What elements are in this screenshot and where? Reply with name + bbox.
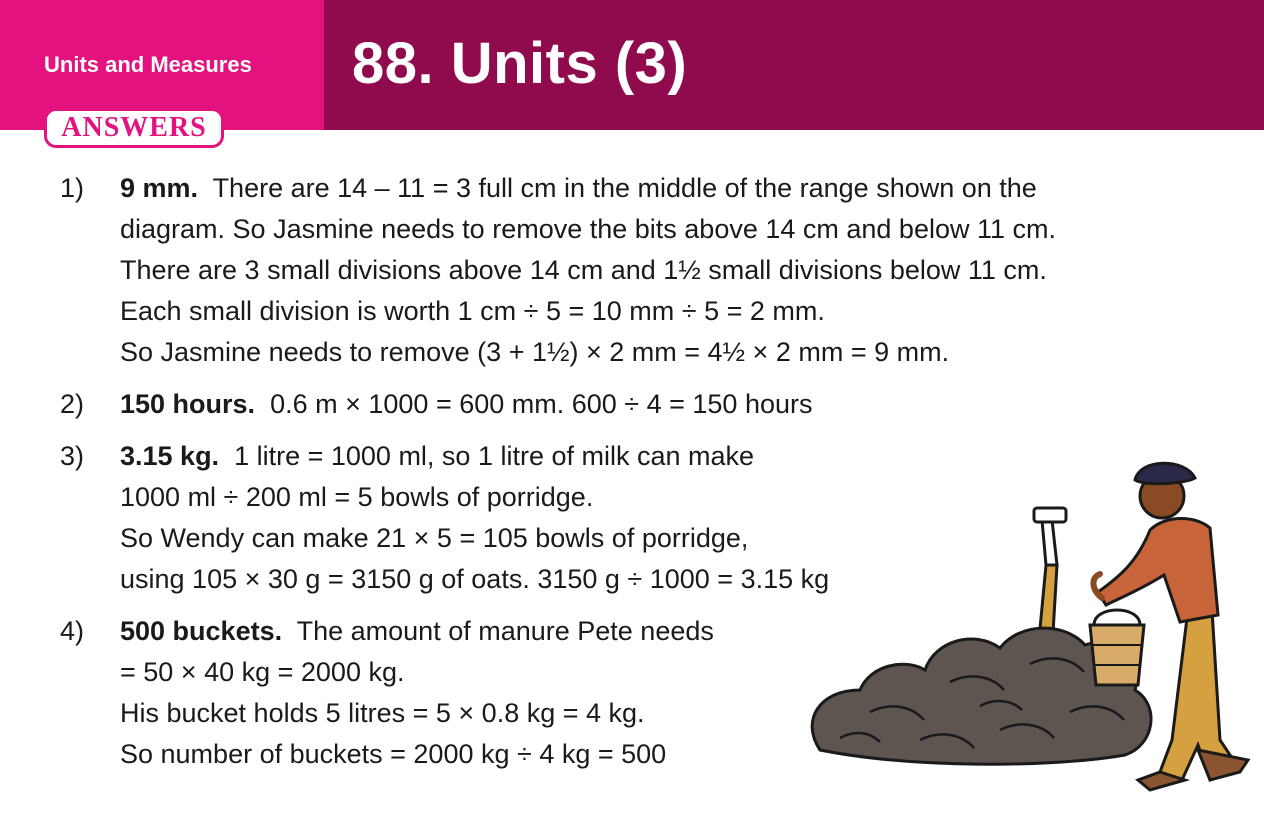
page-title: 88. Units (3): [352, 31, 688, 96]
answer-line: [120, 384, 1220, 425]
section-label: Units and Measures: [44, 52, 252, 77]
explanation-line: There are 3 small divisions above 14 cm and 1½ small divisions below 11 cm.: [120, 255, 1047, 285]
explanation-text: 0.6 m × 1000 = 600 mm. 600 ÷ 4 = 150 hours: [270, 389, 813, 419]
answers-badge: ANSWERS: [44, 108, 224, 148]
explanation-text: 1 litre = 1000 ml, so 1 litre of milk can make: [234, 441, 755, 471]
explanation-text: The amount of manure Pete needs: [296, 616, 714, 646]
explanation-text: There are 14 – 11 = 3 full cm in the middle of the range shown on the: [212, 173, 1037, 203]
explanation-line: His bucket holds 5 litres = 5 × 0.8 kg = 4 kg.: [120, 698, 645, 728]
answer-value: 500 buckets.: [120, 616, 283, 646]
explanation-line: 1000 ml ÷ 200 ml = 5 bowls of porridge.: [120, 482, 594, 512]
answer-1: [60, 168, 1220, 373]
explanation-line: using 105 × 30 g = 3150 g of oats. 3150 g ÷ 1000 = 3.15 kg: [120, 564, 830, 594]
answer-value: 3.15 kg.: [120, 441, 220, 471]
explanation-line: So Jasmine needs to remove (3 + 1½) × 2 mm = 4½ × 2 mm = 9 mm.: [120, 337, 950, 367]
answer-value: 150 hours.: [120, 389, 256, 419]
explanation-line: = 50 × 40 kg = 2000 kg.: [120, 657, 405, 687]
question-number: 4): [60, 616, 85, 646]
question-number: 2): [60, 389, 85, 419]
answer-line: [120, 168, 1220, 209]
explanation-line: So Wendy can make 21 × 5 = 105 bowls of porridge,: [120, 523, 749, 553]
explanation-line: Each small division is worth 1 cm ÷ 5 = 10 mm ÷ 5 = 2 mm.: [120, 296, 825, 326]
bucket-icon: [1090, 610, 1144, 685]
man-with-bucket-and-manure-pile-illustration: [800, 450, 1260, 810]
question-number: 3): [60, 441, 85, 471]
answer-value: 9 mm.: [120, 173, 199, 203]
explanation-line: So number of buckets = 2000 kg ÷ 4 kg = 500: [120, 739, 667, 769]
question-number: 1): [60, 173, 85, 203]
explanation-line: diagram. So Jasmine needs to remove the bits above 14 cm and below 11 cm.: [120, 214, 1056, 244]
answer-2: [60, 384, 1220, 425]
